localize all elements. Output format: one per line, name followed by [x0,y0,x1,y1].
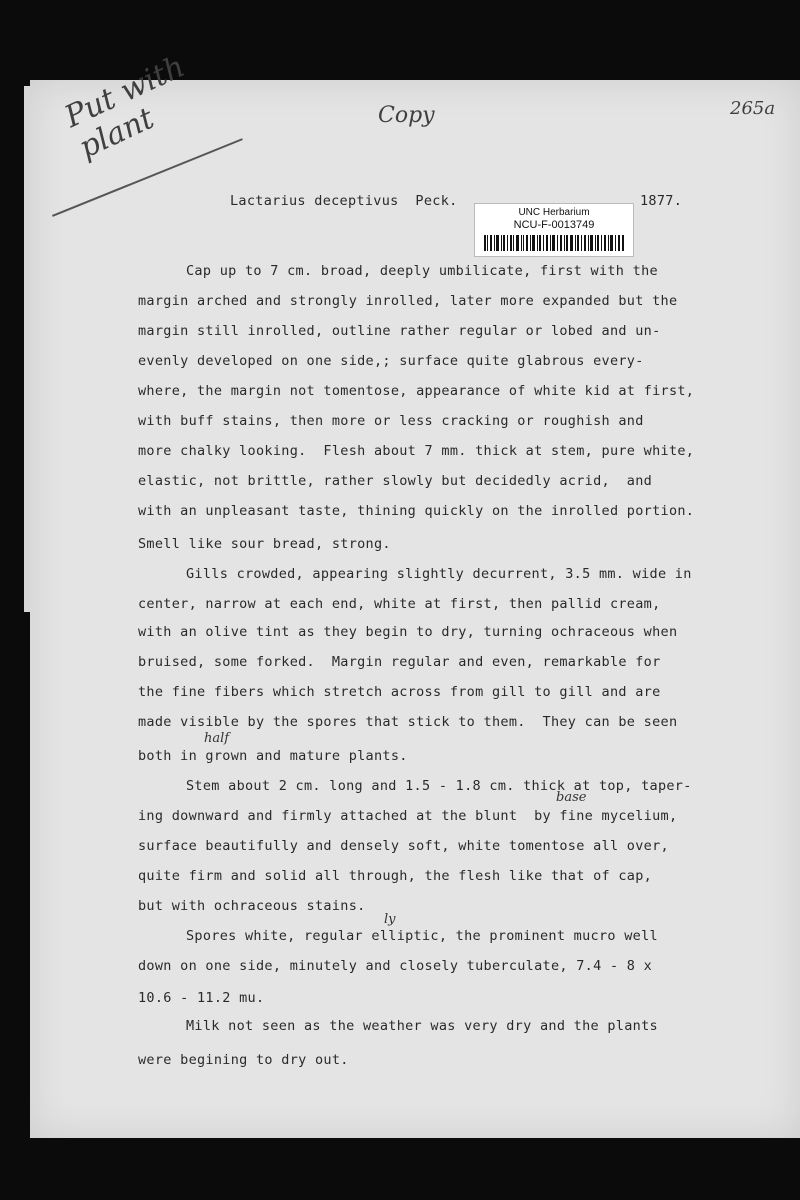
body-line: ing downward and firmly attached at the blunt by fine mycelium, [138,808,678,824]
body-line: Spores white, regular elliptic, the prominent mucro well [186,928,658,944]
body-line: Smell like sour bread, strong. [138,536,391,552]
body-line: were begining to dry out. [138,1052,349,1068]
barcode-icon [484,235,624,251]
body-line: both in grown and mature plants. [138,748,408,764]
herbarium-name: UNC Herbarium [518,207,590,218]
body-line: the fine fibers which stretch across from gill to gill and are [138,684,661,700]
body-line: margin arched and strongly inrolled, later more expanded but the [138,293,678,309]
body-line: made visible by the spores that stick to them. They can be seen [138,714,678,730]
insert-base: base [556,790,587,805]
body-line: with buff stains, then more or less cracking or roughish and [138,413,644,429]
body-line: elastic, not brittle, rather slowly but decidedly acrid, and [138,473,653,489]
body-line: margin still inrolled, outline rather regular or lobed and un- [138,323,661,339]
species-title: Lactarius deceptivus Peck. [230,193,458,209]
body-line: Stem about 2 cm. long and 1.5 - 1.8 cm. thick at top, taper- [186,778,692,794]
body-line: Cap up to 7 cm. broad, deeply umbilicate, first with the [186,263,658,279]
species-year: 1877. [640,193,683,209]
specimen-id: NCU-F-0013749 [513,219,595,231]
herbarium-label [474,203,634,257]
insert-half: half [204,731,230,746]
handwritten-note: Put with plant [59,49,191,166]
body-line: quite firm and solid all through, the flesh like that of cap, [138,868,653,884]
body-line: surface beautifully and densely soft, white tomentose all over, [138,838,669,854]
body-line: 10.6 - 11.2 mu. [138,990,265,1006]
handwritten-number: 265a [730,98,776,119]
body-line: Gills crowded, appearing slightly decurrent, 3.5 mm. wide in [186,566,692,582]
body-line: with an olive tint as they begin to dry, turning ochraceous when [138,624,678,640]
body-line: down on one side, minutely and closely tuberculate, 7.4 - 8 x [138,958,653,974]
body-line: bruised, some forked. Margin regular and even, remarkable for [138,654,661,670]
body-line: more chalky looking. Flesh about 7 mm. thick at stem, pure white, [138,443,695,459]
body-line: center, narrow at each end, white at first, then pallid cream, [138,596,661,612]
handwritten-copy-mark: Copy [378,103,435,128]
insert-ly: ly [384,912,396,927]
body-line: evenly developed on one side,; surface quite glabrous every- [138,353,644,369]
body-line: but with ochraceous stains. [138,898,366,914]
body-line: with an unpleasant taste, thining quickly on the inrolled portion. [138,503,695,519]
body-line: Milk not seen as the weather was very dry and the plants [186,1018,658,1034]
body-line: where, the margin not tomentose, appearance of white kid at first, [138,383,695,399]
